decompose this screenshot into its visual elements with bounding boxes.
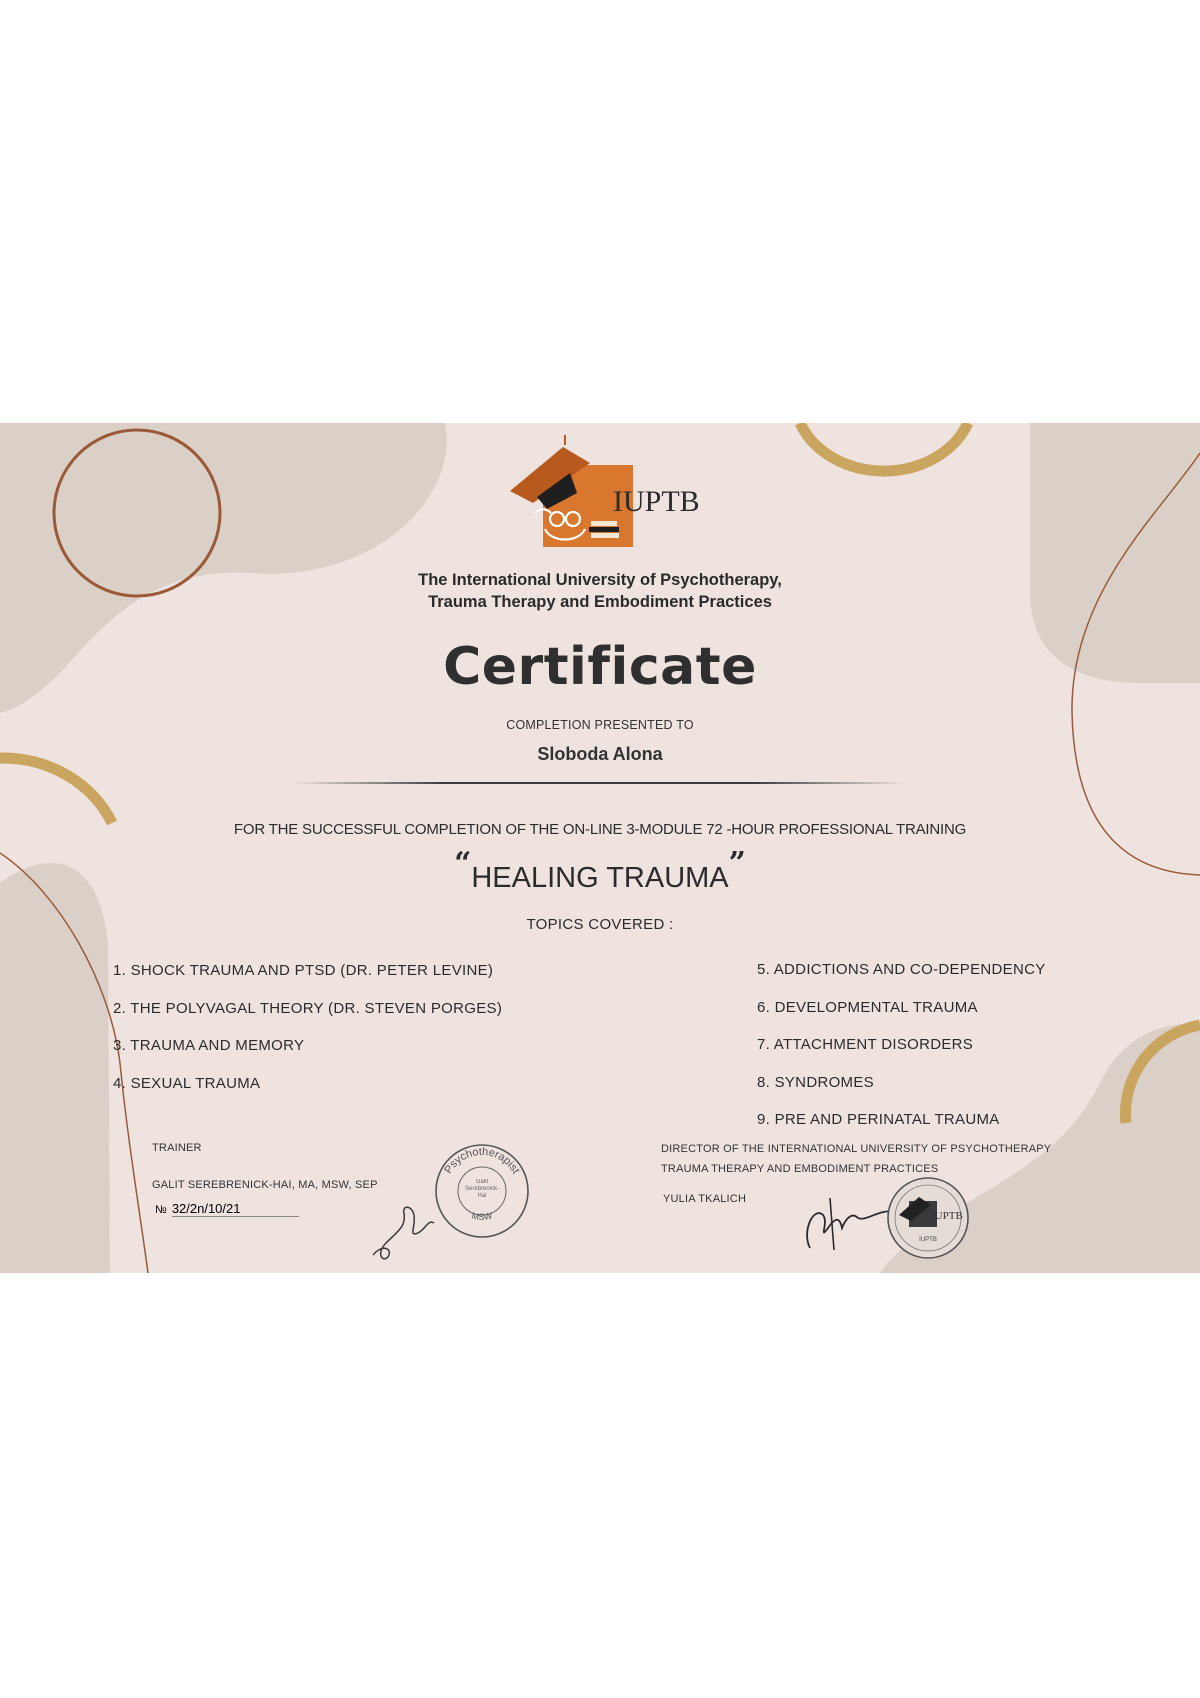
director-line1: DIRECTOR OF THE INTERNATIONAL UNIVERSITY OF PSYCHOTHERAPY <box>661 1143 1052 1155</box>
certificate-number <box>155 1201 299 1216</box>
number-value: 32/2n/10/21 <box>172 1201 299 1217</box>
institution-name <box>0 569 1200 613</box>
stamp-outer-text: Psychotherapist <box>442 1145 522 1176</box>
stamp-logo-text: IUPTB <box>931 1210 963 1222</box>
topics-heading: TOPICS COVERED : <box>526 916 674 933</box>
left-gold-arc <box>0 758 112 823</box>
topic-item: 5. ADDICTIONS AND CO-DEPENDENCY <box>757 961 1046 978</box>
recipient-name: Sloboda Alona <box>537 744 663 764</box>
certificate <box>0 423 1200 1273</box>
topics-list-right <box>757 951 1046 1139</box>
divider-line <box>292 782 906 784</box>
close-quote: ” <box>728 846 746 881</box>
books-icon <box>589 521 619 538</box>
certificate-title: Certificate <box>443 637 757 697</box>
presented-to-label: COMPLETION PRESENTED TO <box>506 718 694 732</box>
topic-item: 9. PRE AND PERINATAL TRAUMA <box>757 1111 1000 1128</box>
completion-text: FOR THE SUCCESSFUL COMPLETION OF THE ON-LINE 3-MODULE 72 -HOUR PROFESSIONAL TRAINING <box>233 821 967 838</box>
svg-text:MSW <box>471 1210 494 1222</box>
open-quote: “ <box>454 846 472 881</box>
institution-line2: Trauma Therapy and Embodiment Practices <box>428 593 772 611</box>
topic-item: 6. DEVELOPMENTAL TRAUMA <box>757 998 978 1016</box>
trainer-name: GALIT SEREBRENICK-HAI, MA, MSW, SEP <box>152 1179 378 1191</box>
topics-list-left <box>113 952 502 1102</box>
trainer-stamp <box>432 1141 532 1241</box>
topic-item: 7. ATTACHMENT DISORDERS <box>757 1036 974 1053</box>
trainer-label: TRAINER <box>152 1142 202 1154</box>
number-symbol: № <box>155 1204 167 1216</box>
topic-item: 3. TRAUMA AND MEMORY <box>113 1037 305 1054</box>
course-title <box>0 846 1200 895</box>
course-name: HEALING TRAUMA <box>471 862 729 894</box>
university-logo <box>505 433 705 553</box>
topic-item: 8. SYNDROMES <box>757 1073 874 1091</box>
topic-item: 4. SEXUAL TRAUMA <box>113 1074 261 1092</box>
director-name: YULIA TKALICH <box>663 1193 747 1205</box>
trainer-signature <box>368 1183 438 1263</box>
university-stamp <box>885 1175 971 1261</box>
topic-item: 2. THE POLYVAGAL THEORY (DR. STEVEN PORGES) <box>113 999 503 1017</box>
institution-line1: The International University of Psychotherapy, <box>418 571 782 589</box>
stamp-bottom-text: IUPTB <box>919 1237 937 1243</box>
topic-item: 1. SHOCK TRAUMA AND PTSD (DR. PETER LEVINE) <box>113 962 494 979</box>
top-gold-arc <box>800 423 968 471</box>
director-line2: TRAUMA THERAPY AND EMBODIMENT PRACTICES <box>661 1163 939 1175</box>
director-title <box>661 1139 1051 1179</box>
stamp-center-text: Galit Serebrenick-Hai <box>464 1179 499 1199</box>
stamp-bottom-text: MSW <box>470 1210 494 1223</box>
logo-text: IUPTB <box>613 485 700 518</box>
svg-text:Psychotherapist <box>442 1146 521 1176</box>
